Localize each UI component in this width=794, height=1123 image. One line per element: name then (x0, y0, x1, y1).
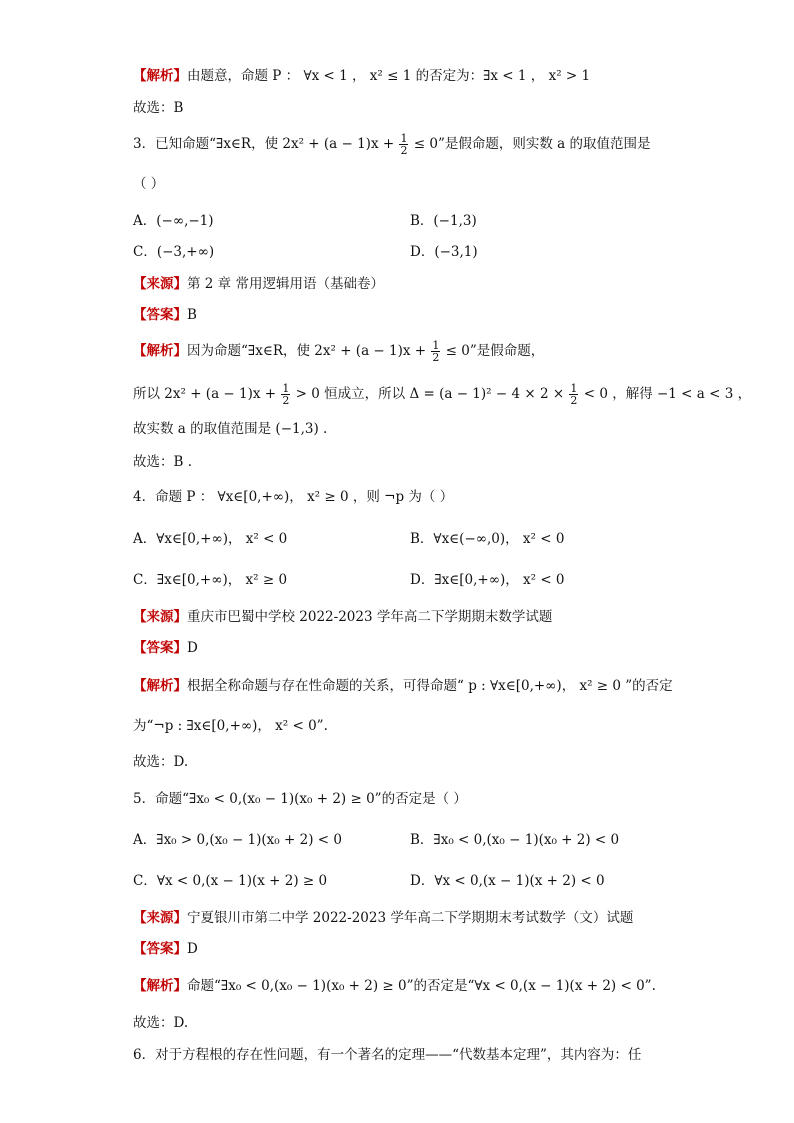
q4-option-c: C．∃x∈[0,+∞)， x² ≥ 0 (133, 572, 288, 588)
q3-analysis-3: 故实数 a 的取值范围是 (−1,3) . (133, 421, 328, 437)
frac-den: 2 (432, 351, 440, 364)
q5-source-text: 宁夏银川市第二中学 2022-2023 学年高二下学期期末考试数学（文）试题 (187, 910, 634, 926)
q4-source-text: 重庆市巴蜀中学校 2022-2023 学年高二下学期期末数学试题 (187, 609, 553, 625)
frac-den: 2 (282, 394, 290, 407)
q5-source (133, 908, 664, 928)
frac-num: 1 (282, 382, 290, 395)
q3-option-a: A．(−∞,−1) (133, 213, 214, 229)
q4-answer-value: D (187, 640, 198, 656)
source-tag: 【来源】 (133, 910, 187, 926)
frac-den: 2 (570, 394, 578, 407)
q3-analysis-2 (133, 382, 752, 407)
q3-analysis-1 (133, 340, 664, 363)
analysis-text: 由题意，命题 P ： ∀x < 1 ， x² ≤ 1 的否定为：∃x < 1 ， x² > 1 (187, 68, 591, 84)
question-4-stem: 4．命题 P ： ∀x∈[0,+∞)， x² ≥ 0 ，则 ¬p 为（ ） (133, 489, 454, 505)
q3-answer-paren: （ ） (133, 176, 165, 192)
answer-tag: 【答案】 (133, 640, 187, 656)
answer-select-line: 故选：B (133, 100, 184, 116)
q5-select: 故选：D. (133, 1015, 189, 1031)
question-6-stem: 6．对于方程根的存在性问题，有一个著名的定理——“代数基本定理”，其内容为：任 (133, 1047, 642, 1063)
q5-option-a: A．∃x₀ > 0,(x₀ − 1)(x₀ + 2) < 0 (133, 832, 342, 848)
q3-answer (133, 305, 664, 325)
q5-answer-value: D (187, 941, 198, 957)
analysis-tag: 【解析】 (133, 68, 187, 84)
source-tag: 【来源】 (133, 609, 187, 625)
q3-ana1-post: ≤ 0”是假命题， (441, 343, 545, 359)
q3-ana2-pre: 所以 2x² + (a − 1)x + (133, 386, 281, 402)
answer-tag: 【答案】 (133, 941, 187, 957)
q4-option-b: B．∀x∈(−∞,0)， x² < 0 (410, 531, 565, 547)
q5-analysis (133, 976, 664, 996)
q5-ana-text: 命题“∃x₀ < 0,(x₀ − 1)(x₀ + 2) ≥ 0”的否定是“∀x < 0,(x − 1)(x + 2) < 0”. (187, 978, 656, 994)
analysis-line-1 (133, 66, 664, 86)
q3-option-d: D．(−3,1) (410, 244, 478, 260)
q4-answer (133, 638, 664, 658)
q3-select: 故选：B . (133, 454, 193, 470)
q3-source (133, 274, 664, 294)
answer-tag: 【答案】 (133, 307, 187, 323)
frac-num: 1 (432, 339, 440, 352)
q4-option-d: D．∃x∈[0,+∞)， x² < 0 (410, 572, 565, 588)
q3-answer-value: B (187, 307, 197, 323)
q3-ana2-fraction-2 (569, 383, 578, 406)
q3-option-c: C．(−3,+∞) (133, 244, 215, 260)
q3-stem-post: ≤ 0”是假命题，则实数 a 的取值范围是 (409, 136, 651, 152)
q3-ana1-fraction (431, 340, 440, 363)
q4-analysis-1 (133, 676, 673, 696)
q3-stem-pre: 3．已知命题“∃x∈R，使 2x² + (a − 1)x + (133, 136, 399, 152)
q3-fraction (399, 133, 408, 156)
q3-ana2-fraction-1 (281, 383, 290, 406)
q4-analysis-2: 为“¬p : ∃x∈[0,+∞)， x² < 0”. (133, 718, 328, 734)
q5-option-b: B．∃x₀ < 0,(x₀ − 1)(x₀ + 2) < 0 (410, 832, 620, 848)
analysis-tag: 【解析】 (133, 678, 187, 694)
q3-ana2-post: < 0 ，解得 −1 < a < 3 ， (579, 386, 752, 402)
q4-ana1-text: 根据全称命题与存在性命题的关系，可得命题“ p : ∀x∈[0,+∞)， x² ≥ 0 ”的否定 (187, 678, 673, 694)
q3-frac-num: 1 (400, 132, 408, 145)
question-3-stem (133, 133, 664, 156)
q3-option-b: B．(−1,3) (410, 213, 477, 229)
q3-ana1-pre: 因为命题“∃x∈R，使 2x² + (a − 1)x + (187, 343, 431, 359)
analysis-tag: 【解析】 (133, 343, 187, 359)
q3-source-text: 第 2 章 常用逻辑用语（基础卷） (187, 276, 384, 292)
q3-ana2-mid: > 0 恒成立，所以 Δ = (a − 1)² − 4 × 2 × (291, 386, 569, 402)
q5-answer (133, 939, 664, 959)
source-tag: 【来源】 (133, 276, 187, 292)
question-5-stem: 5．命题“∃x₀ < 0,(x₀ − 1)(x₀ + 2) ≥ 0”的否定是（ ） (133, 791, 467, 807)
frac-num: 1 (570, 382, 578, 395)
q4-source (133, 607, 664, 627)
q3-frac-den: 2 (400, 144, 408, 157)
analysis-tag: 【解析】 (133, 978, 187, 994)
q5-option-d: D．∀x < 0,(x − 1)(x + 2) < 0 (410, 873, 605, 889)
q5-option-c: C．∀x < 0,(x − 1)(x + 2) ≥ 0 (133, 873, 328, 889)
q4-select: 故选：D. (133, 754, 189, 770)
q4-option-a: A．∀x∈[0,+∞)， x² < 0 (133, 531, 288, 547)
